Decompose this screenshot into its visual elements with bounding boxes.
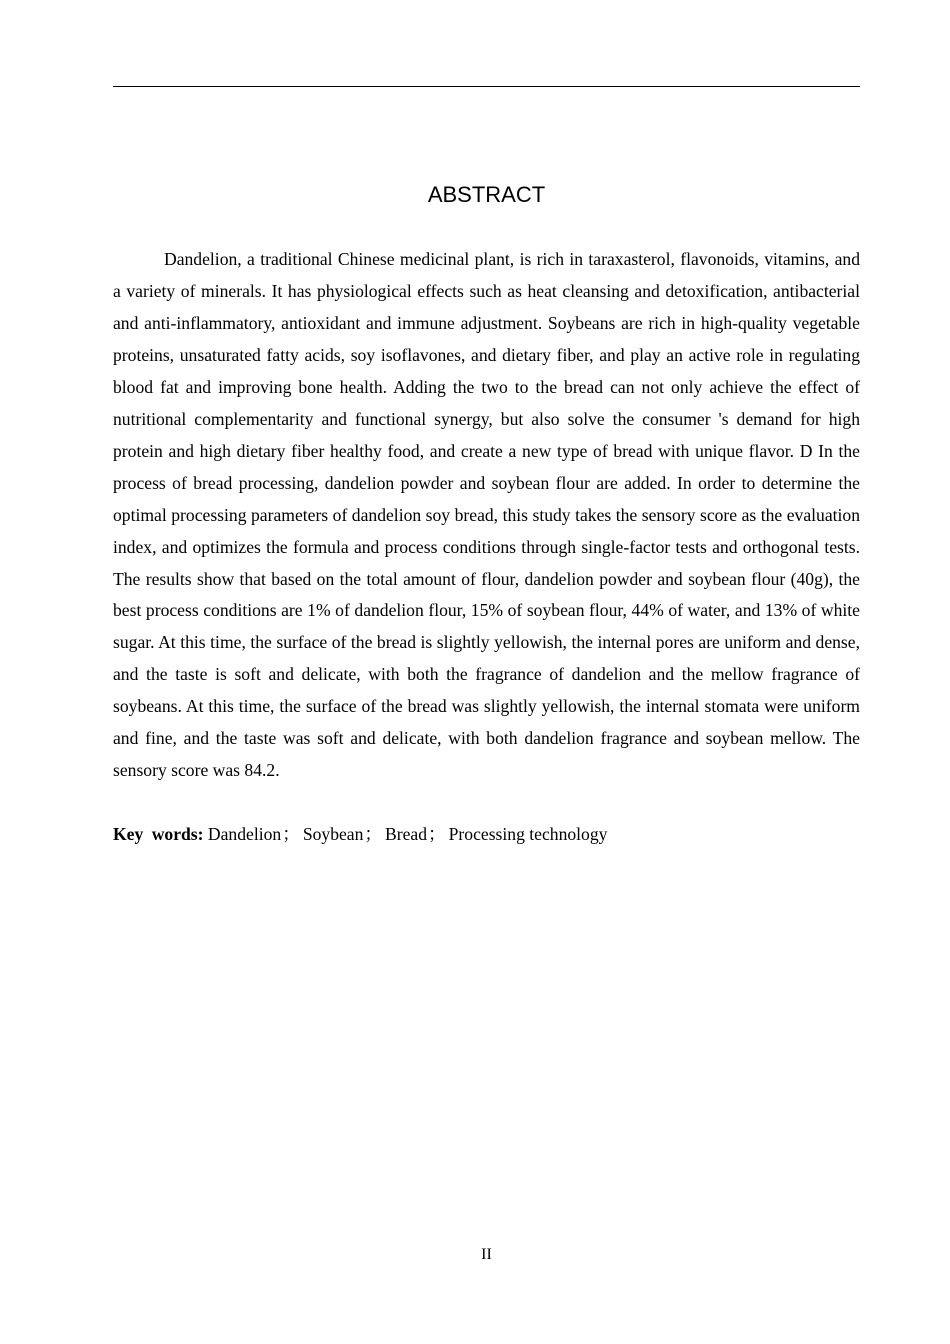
- keywords-label: Key words:: [113, 824, 204, 844]
- keyword-separator: ；: [428, 824, 446, 844]
- keyword-separator: ；: [282, 824, 300, 844]
- keywords-line: [113, 819, 860, 851]
- header-rule: [113, 86, 860, 87]
- keyword-item: Soybean: [302, 824, 364, 844]
- page-number: II: [481, 1246, 492, 1263]
- keyword-item: Bread: [385, 824, 428, 844]
- abstract-body: Dandelion, a traditional Chinese medicinal plant, is rich in taraxasterol, flavonoids, vitamins, and a variety of minerals. It has physiological effects such as heat cleansing and detoxification, antibacterial and anti-inflammatory, antioxidant and immune adjustment. Soybeans are rich in high-quality vegetable proteins, unsaturated fatty acids, soy isoflavones, and dietary fiber, and play an active role in regulating blood fat and improving bone health. Adding the two to the bread can not only achieve the effect of nutritional complementarity and functional synergy, but also solve the consumer 's demand for high protein and high dietary fiber healthy food, and create a new type of bread with unique flavor. D In the process of bread processing, dandelion powder and soybean flour are added. In order to determine the optimal processing parameters of dandelion soy bread, this study takes the sensory score as the evaluation index, and optimizes the formula and process conditions through single-factor tests and orthogonal tests. The results show that based on the total amount of flour, dandelion powder and soybean flour (40g), the best process conditions are 1% of dandelion flour, 15% of soybean flour, 44% of water, and 13% of white sugar. At this time, the surface of the bread is slightly yellowish, the internal pores are uniform and dense, and the taste is soft and delicate, with both the fragrance of dandelion and the mellow fragrance of soybeans. At this time, the surface of the bread was slightly yellowish, the internal stomata were uniform and fine, and the taste was soft and delicate, with both dandelion fragrance and soybean mellow. The sensory score was 84.2.: [113, 249, 860, 781]
- keyword-separator: ；: [364, 824, 383, 844]
- keyword-item: Processing technology: [448, 824, 608, 844]
- keyword-item: Dandelion: [207, 824, 282, 844]
- abstract-title: ABSTRACT: [427, 182, 546, 207]
